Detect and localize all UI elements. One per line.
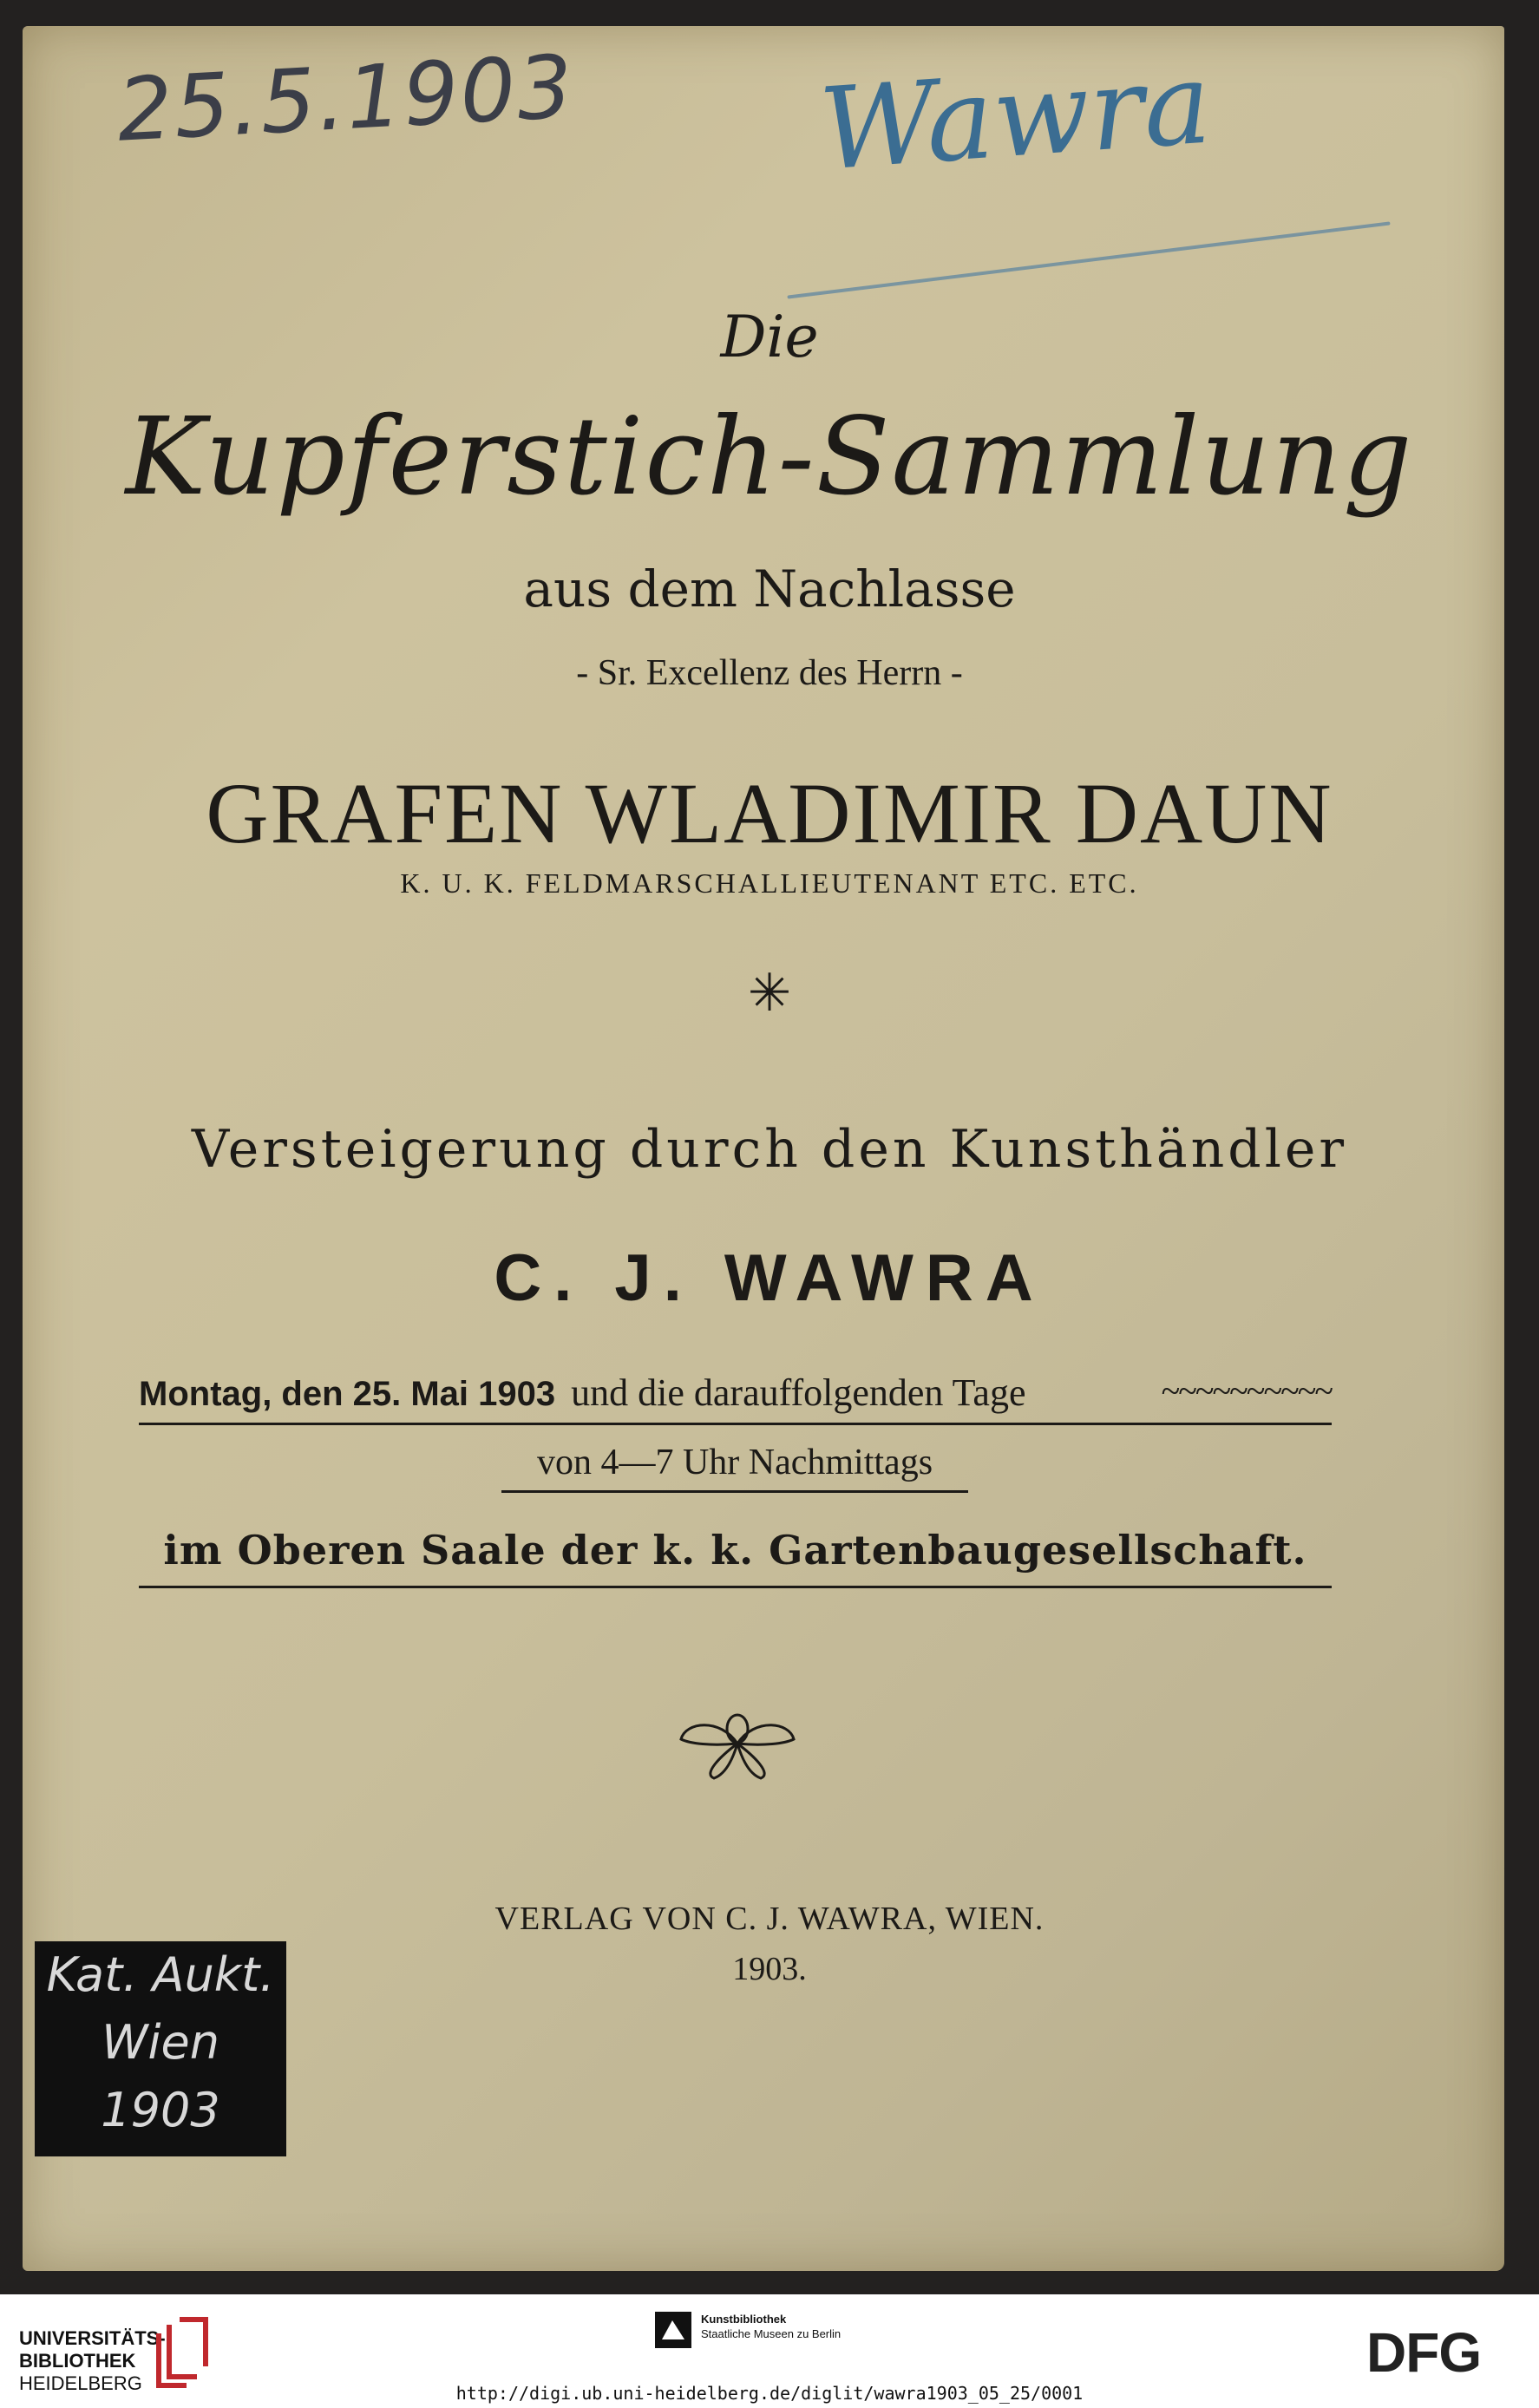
auction-date-rest: und die darauffolgenden Tage (571, 1371, 1026, 1414)
auction-time: von 4—7 Uhr Nachmittags (501, 1442, 968, 1493)
shelf-label-line2: Wien (102, 2015, 219, 2070)
owner-rank: K. U. K. FELDMARSCHALLIEUTENANT ETC. ETC. (400, 867, 1139, 899)
handwritten-name: Wawra (815, 36, 1215, 196)
shelf-label (35, 1941, 286, 2156)
auction-location: im Oberen Saale der k. k. Gartenbaugesellschaft. (139, 1527, 1332, 1588)
auction-intro: Versteigerung durch den Kunsthändler (191, 1119, 1348, 1180)
tilde-ornament: ~~~~~~~~~~ (1161, 1371, 1332, 1410)
publication-year: 1903. (732, 1951, 807, 1987)
main-title: Kupferstich-Sammlung (125, 395, 1414, 520)
shelf-label-line1: Kat. Aukt. (46, 1947, 275, 2002)
star-ornament-icon: ✳ (747, 965, 792, 1022)
permalink-url[interactable]: http://digi.ub.uni-heidelberg.de/diglit/wawra1903_05_25/0001 (455, 2383, 1084, 2404)
dfg-logo: DFG (1366, 2321, 1482, 2384)
auction-date-row (139, 1371, 1332, 1425)
subtitle-nachlasse: aus dem Nachlasse (523, 559, 1016, 618)
dealer-name: C. J. WAWRA (494, 1241, 1045, 1315)
kunstbibliothek-logo-icon (655, 2312, 691, 2348)
handwritten-date: 25.5.1903 (115, 36, 577, 161)
auction-date: Montag, den 25. Mai 1903 (139, 1375, 556, 1413)
publisher: VERLAG VON C. J. WAWRA, WIEN. (494, 1901, 1045, 1937)
university-logo-icon (152, 2316, 213, 2389)
university-library-logo-text: UNIVERSITÄTS- BIBLIOTHEK HEIDELBERG (19, 2327, 166, 2394)
floral-ornament-icon (672, 1705, 802, 1783)
owner-name: GRAFEN WLADIMIR DAUN (206, 765, 1333, 861)
subtitle-excellenz: - Sr. Excellenz des Herrn - (576, 653, 963, 693)
footer-bar (0, 2294, 1539, 2408)
title-die: Die (720, 304, 819, 370)
kunstbibliothek-text: Kunstbibliothek Staatliche Museen zu Berlin (701, 2313, 842, 2340)
shelf-label-line3: 1903 (101, 2083, 220, 2137)
